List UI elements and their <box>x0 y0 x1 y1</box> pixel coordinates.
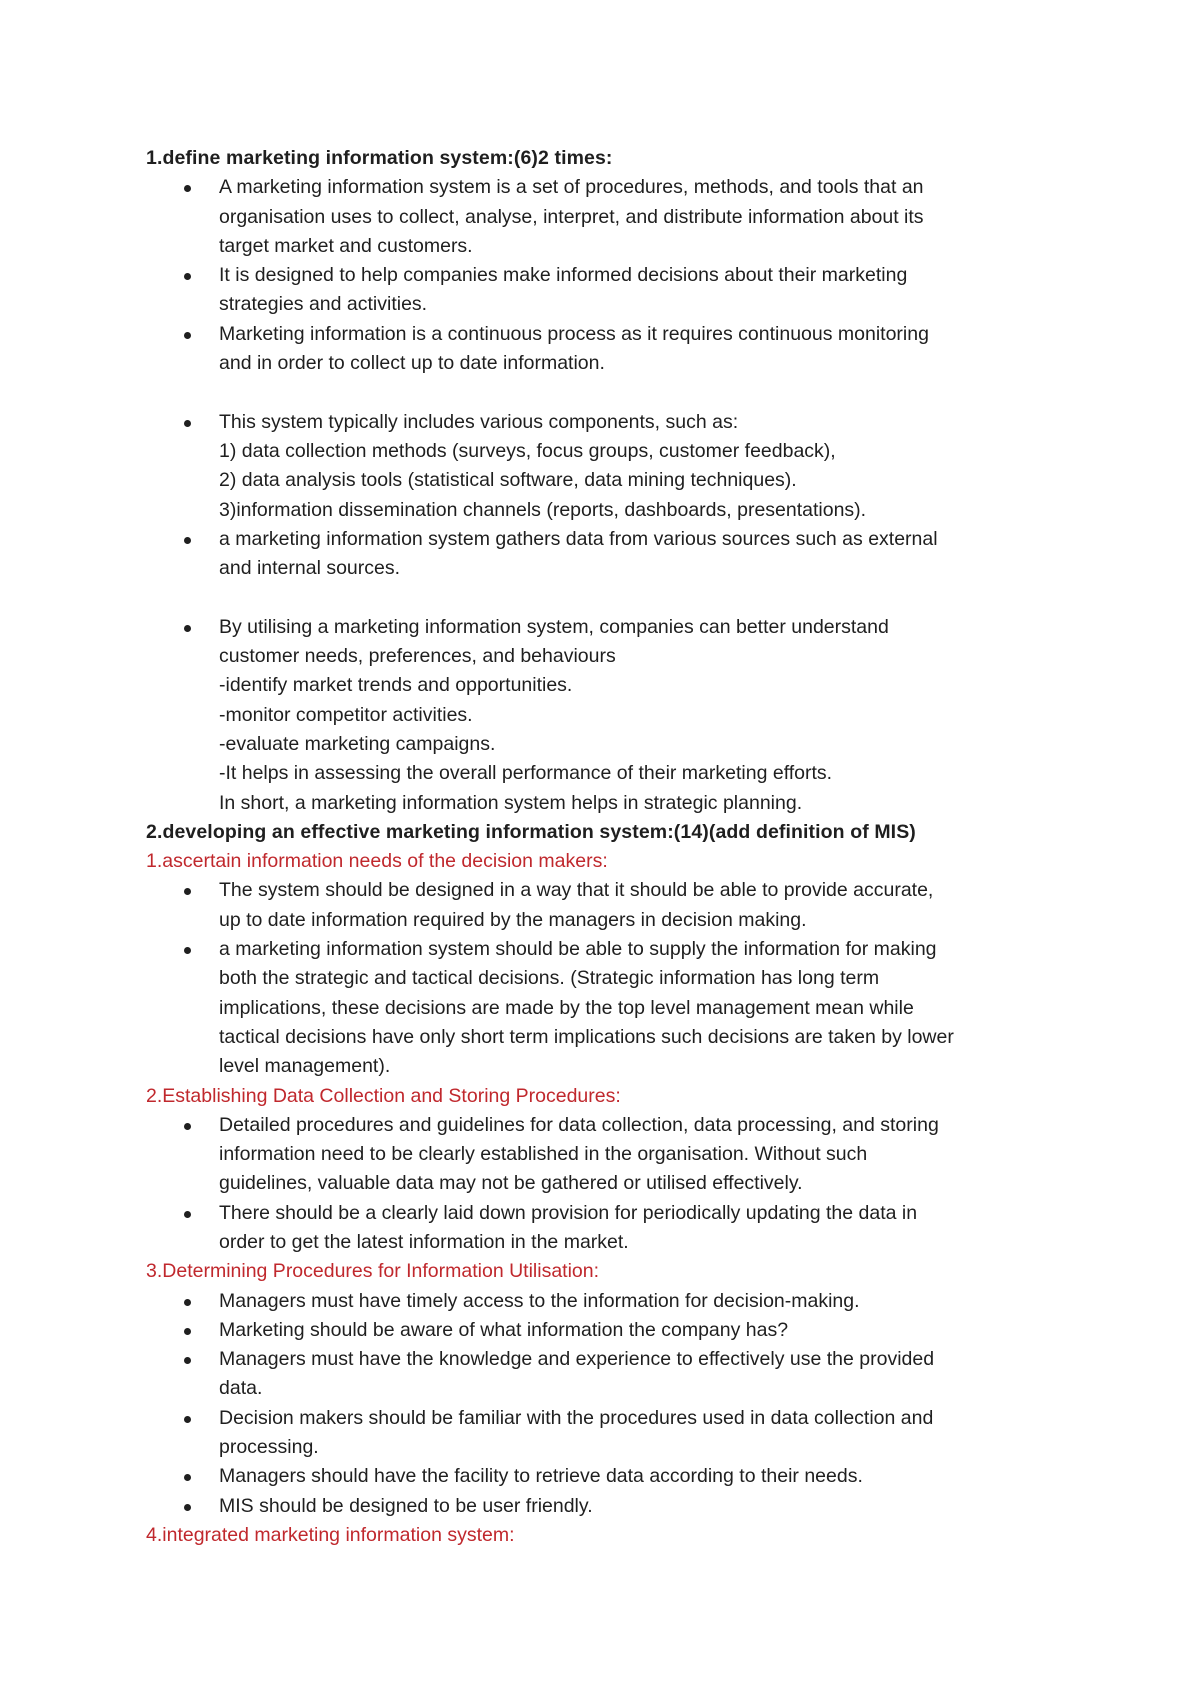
list-item-line: order to get the latest information in the market. <box>219 1230 629 1253</box>
list-item-line: Marketing should be aware of what information the company has? <box>219 1318 789 1341</box>
list-item-line: -It helps in assessing the overall performance of their marketing efforts. <box>219 762 833 785</box>
list-item <box>146 1111 1096 1199</box>
list-item-line: By utilising a marketing information system, companies can better understand <box>219 615 889 638</box>
bullet-list <box>146 613 1096 818</box>
list-item-line: Marketing information is a continuous process as it requires continuous monitoring <box>219 322 929 345</box>
list-item <box>146 1287 1096 1316</box>
list-item-line: Managers should have the facility to retrieve data according to their needs. <box>219 1465 863 1488</box>
list-item-line: MIS should be designed to be user friendly. <box>219 1494 593 1517</box>
list-item-line: implications, these decisions are made by the top level management mean while <box>219 996 914 1019</box>
bullet-list <box>146 173 1096 378</box>
list-item-line: and in order to collect up to date information. <box>219 352 605 375</box>
list-item-line: 3)information dissemination channels (reports, dashboards, presentations). <box>219 498 867 521</box>
subsection-heading: 4.integrated marketing information system: <box>146 1523 515 1546</box>
list-item-line: a marketing information system should be able to supply the information for making <box>219 938 937 961</box>
list-item-line: organisation uses to collect, analyse, interpret, and distribute information about its <box>219 205 924 228</box>
list-item <box>146 876 1096 935</box>
list-item <box>146 320 1096 379</box>
list-item-line: -monitor competitor activities. <box>219 703 473 726</box>
list-item-line: processing. <box>219 1436 319 1459</box>
section-2-heading: 2.developing an effective marketing information system:(14)(add definition of MIS) <box>146 820 916 843</box>
list-item-line: In short, a marketing information system helps in strategic planning. <box>219 791 803 814</box>
list-item <box>146 935 1096 1081</box>
list-item-line: There should be a clearly laid down provision for periodically updating the data in <box>219 1201 918 1224</box>
list-item-line: target market and customers. <box>219 234 473 257</box>
list-item-line: guidelines, valuable data may not be gathered or utilised effectively. <box>219 1172 803 1195</box>
bullet-list <box>146 1111 1096 1257</box>
list-item-line: Managers must have the knowledge and experience to effectively use the provided <box>219 1348 935 1371</box>
list-item-line: It is designed to help companies make informed decisions about their marketing <box>219 264 908 287</box>
list-item <box>146 525 1096 584</box>
subsection-heading: 1.ascertain information needs of the decision makers: <box>146 850 608 873</box>
list-item <box>146 1316 1096 1345</box>
list-item-line: data. <box>219 1377 263 1400</box>
document-page <box>146 144 1096 1550</box>
list-item-line: The system should be designed in a way that it should be able to provide accurate, <box>219 879 934 902</box>
list-item-line: strategies and activities. <box>219 293 428 316</box>
list-item-line: customer needs, preferences, and behaviours <box>219 645 616 668</box>
list-item-line: a marketing information system gathers data from various sources such as external <box>219 527 938 550</box>
list-item <box>146 408 1096 525</box>
list-item-line: A marketing information system is a set of procedures, methods, and tools that an <box>219 176 924 199</box>
list-item <box>146 1404 1096 1463</box>
list-item-line: 2) data analysis tools (statistical software, data mining techniques). <box>219 469 797 492</box>
list-item-line: 1) data collection methods (surveys, focus groups, customer feedback), <box>219 439 836 462</box>
list-item <box>146 261 1096 320</box>
list-item-line: Decision makers should be familiar with the procedures used in data collection and <box>219 1406 934 1429</box>
list-item-line: -evaluate marketing campaigns. <box>219 732 496 755</box>
list-item-line: This system typically includes various components, such as: <box>219 410 739 433</box>
bullet-list <box>146 1287 1096 1521</box>
list-item <box>146 173 1096 261</box>
list-item-line: -identify market trends and opportunities. <box>219 674 573 697</box>
bullet-list <box>146 876 1096 1081</box>
spacer <box>146 378 1096 407</box>
list-item <box>146 613 1096 818</box>
subsection-heading: 2.Establishing Data Collection and Storing Procedures: <box>146 1084 621 1107</box>
list-item-line: Detailed procedures and guidelines for data collection, data processing, and storing <box>219 1113 939 1136</box>
list-item-line: tactical decisions have only short term implications such decisions are taken by lower <box>219 1025 954 1048</box>
list-item-line: both the strategic and tactical decisions. (Strategic information has long term <box>219 967 880 990</box>
bullet-list <box>146 408 1096 584</box>
list-item-line: up to date information required by the managers in decision making. <box>219 908 807 931</box>
list-item <box>146 1199 1096 1258</box>
list-item-line: Managers must have timely access to the information for decision-making. <box>219 1289 860 1312</box>
list-item-line: level management). <box>219 1055 391 1078</box>
list-item-line: and internal sources. <box>219 557 401 580</box>
subsection-heading: 3.Determining Procedures for Information Utilisation: <box>146 1260 600 1283</box>
list-item <box>146 1345 1096 1404</box>
list-item <box>146 1492 1096 1521</box>
list-item <box>146 1462 1096 1491</box>
section-1-heading: 1.define marketing information system:(6)2 times: <box>146 147 613 169</box>
spacer <box>146 583 1096 612</box>
list-item-line: information need to be clearly established in the organisation. Without such <box>219 1143 868 1166</box>
